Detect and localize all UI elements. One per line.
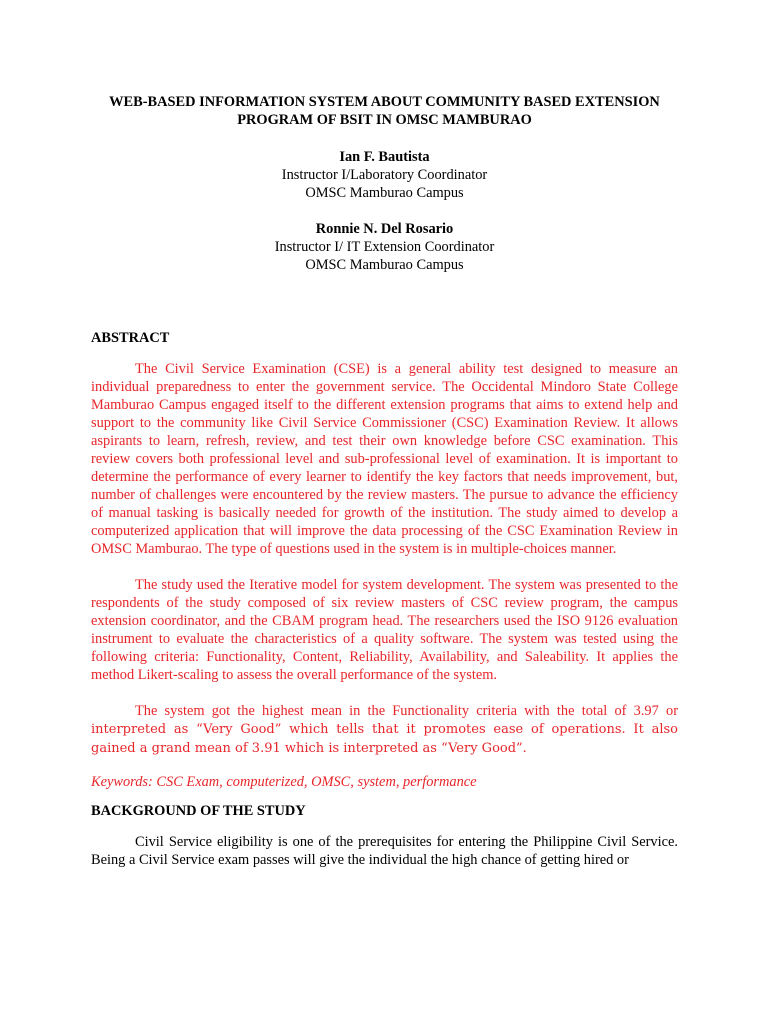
author-affiliation: OMSC Mamburao Campus [305,185,464,201]
title-line-1: WEB-BASED INFORMATION SYSTEM ABOUT COMMUNITY BASED EXTENSION [109,94,660,110]
author-block-2 [91,220,678,274]
author-block-1 [91,148,678,202]
abstract-paragraph-1: The Civil Service Examination (CSE) is a general ability test designed to measure an individual preparedness to enter the government service. The Occidental Mindoro State College Mamburao Campus engaged itself to the different extension programs that aims to extend help and support to the community like Civil Service Commissioner (CSC) Examination Review. It allows aspirants to learn, refresh, review, and test their own knowledge before CSC examination. This review covers both professional level and sub-professional level of examination. It is important to determine the performance of every learner to identify the key factors that needs improvement, but, number of challenges were encountered by the review masters. The pursue to advance the efficiency of manual tasking is basically needed for growth of the institution. The study aimed to develop a computerized application that will improve the data processing of the CSC Examination Review in OMSC Mamburao. The type of questions used in the system is in multiple-choices manner. [91,361,678,557]
abstract-paragraph-3-part-1: The system got the highest mean in the Functionality criteria with the total of 3.97 or [135,703,678,719]
author-name: Ronnie N. Del Rosario [315,221,454,237]
author-role: Instructor I/Laboratory Coordinator [281,167,488,183]
paper-page [91,93,678,869]
abstract-paragraph-3-part-2: interpreted as “Very Good” which tells that it promotes ease of operations. It also gained a grand mean of 3.91 which is interpreted as “Very Good”. [91,722,678,756]
author-role: Instructor I/ IT Extension Coordinator [274,239,495,255]
author-affiliation: OMSC Mamburao Campus [305,257,464,273]
abstract-paragraph-2: The study used the Iterative model for system development. The system was presented to the respondents of the study composed of six review masters of CSC review program, the campus extension coordinator, and the CBAM program head. The researchers used the ISO 9126 evaluation instrument to evaluate the characteristics of a quality software. The system was tested using the following criteria: Functionality, Content, Reliability, Availability, and Saleability. It applies the method Likert-scaling to assess the overall performance of the system. [91,577,678,683]
title-line-2: PROGRAM OF BSIT IN OMSC MAMBURAO [237,112,532,128]
paper-title [91,93,678,129]
background-paragraph-1: Civil Service eligibility is one of the prerequisites for entering the Philippine Civil Service. Being a Civil Service exam passes will give the individual the high chance of getting hired or [91,834,678,868]
author-name: Ian F. Bautista [339,149,430,165]
background-heading: BACKGROUND OF THE STUDY [91,803,306,819]
keywords: Keywords: CSC Exam, computerized, OMSC, system, performance [91,774,477,790]
abstract-heading: ABSTRACT [91,330,170,346]
abstract-paragraph-3 [91,702,678,758]
